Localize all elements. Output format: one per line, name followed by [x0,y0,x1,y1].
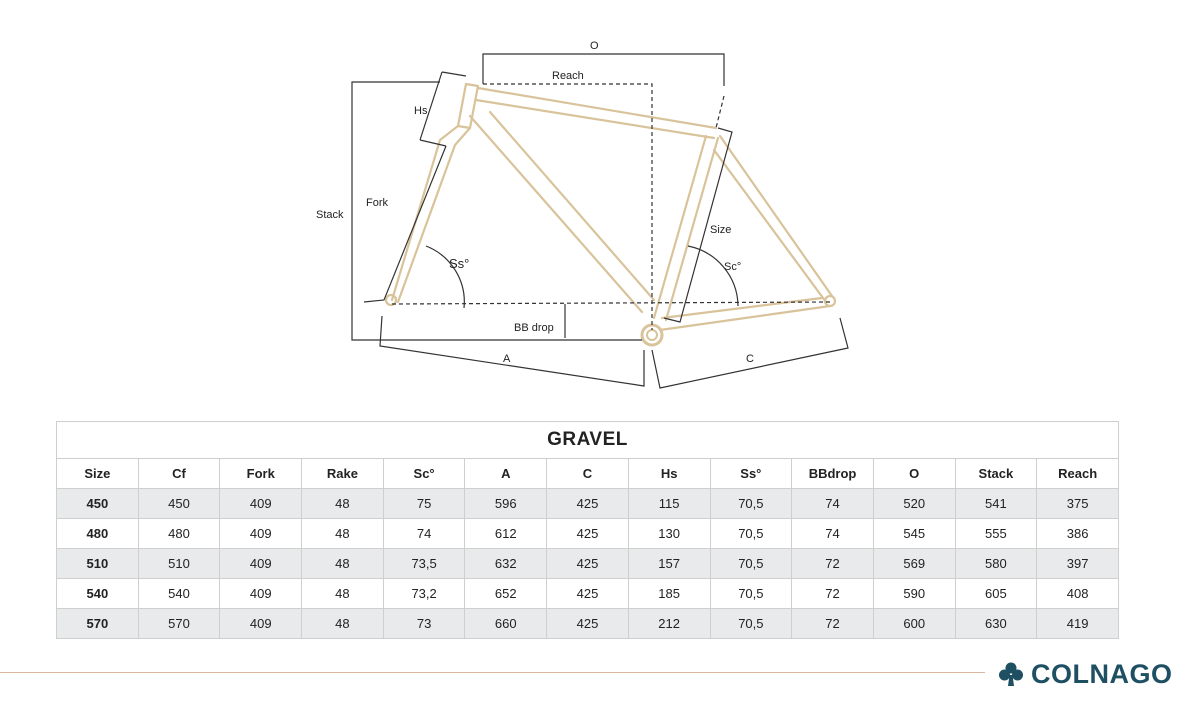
header-sc: Sc° [383,459,465,489]
table-cell: 74 [792,489,874,519]
label-c: C [746,353,754,365]
down-tube [470,112,654,312]
table-cell: 555 [955,519,1037,549]
axle-line [392,302,830,304]
seat-tube-extension [716,96,724,128]
header-fork: Fork [220,459,302,489]
table-cell: 545 [873,519,955,549]
table-cell: 600 [873,609,955,639]
table-cell: 570 [57,609,139,639]
table-cell: 425 [547,549,629,579]
label-a: A [503,353,511,365]
label-hs: Hs [414,105,428,117]
table-header-row [57,459,1119,489]
label-bb-drop: BB drop [514,322,554,334]
table-cell: 570 [138,609,220,639]
table-cell: 73 [383,609,465,639]
table-cell: 425 [547,519,629,549]
table-row [57,489,1119,519]
table-cell: 409 [220,519,302,549]
table-cell: 48 [302,519,384,549]
table-cell: 212 [628,609,710,639]
table-cell: 75 [383,489,465,519]
table-cell: 48 [302,579,384,609]
table-cell: 580 [955,549,1037,579]
table-cell: 72 [792,579,874,609]
brand-name: COLNAGO [1031,658,1173,689]
table-cell: 130 [628,519,710,549]
top-tube [476,88,716,138]
brand-logo [997,656,1173,692]
label-sc: Sc° [724,261,742,273]
table-cell: 73,5 [383,549,465,579]
table-cell: 520 [873,489,955,519]
header-ss: Ss° [710,459,792,489]
table-cell: 73,2 [383,579,465,609]
sc-angle-arc [688,246,738,306]
table-cell: 70,5 [710,489,792,519]
table-cell: 70,5 [710,579,792,609]
table-cell: 48 [302,549,384,579]
seat-tube [654,136,718,320]
label-ss: Ss° [449,256,470,271]
table-cell: 480 [57,519,139,549]
header-o: O [873,459,955,489]
table-cell: 74 [792,519,874,549]
table-row [57,579,1119,609]
table-cell: 425 [547,489,629,519]
club-icon [997,660,1025,688]
table-cell: 450 [138,489,220,519]
table-cell: 540 [138,579,220,609]
table-cell: 74 [383,519,465,549]
table-cell: 660 [465,609,547,639]
label-fork: Fork [366,197,388,209]
header-size: Size [57,459,139,489]
table-cell: 409 [220,579,302,609]
table-cell: 48 [302,489,384,519]
table-cell: 596 [465,489,547,519]
table-cell: 409 [220,489,302,519]
o-dimension [483,54,724,86]
table-cell: 630 [955,609,1037,639]
fork-dimension [364,146,446,302]
table-cell: 569 [873,549,955,579]
table-cell: 409 [220,609,302,639]
table-cell: 70,5 [710,519,792,549]
table-title: GRAVEL [57,422,1119,459]
table-cell: 425 [547,609,629,639]
label-stack: Stack [316,209,344,221]
table-row [57,519,1119,549]
table-cell: 419 [1037,609,1119,639]
table-cell: 397 [1037,549,1119,579]
seat-stay [714,136,832,302]
table-cell: 115 [628,489,710,519]
table-cell: 157 [628,549,710,579]
table-cell: 605 [955,579,1037,609]
table-cell: 612 [465,519,547,549]
label-o: O [590,40,599,52]
table-cell: 375 [1037,489,1119,519]
table-cell: 408 [1037,579,1119,609]
header-reach: Reach [1037,459,1119,489]
table-cell: 48 [302,609,384,639]
header-a: A [465,459,547,489]
bike-frame [386,84,835,345]
table-cell: 632 [465,549,547,579]
table-row [57,609,1119,639]
footer-divider [0,672,985,673]
table-cell: 541 [955,489,1037,519]
label-size: Size [710,224,732,236]
table-cell: 425 [547,579,629,609]
table-cell: 409 [220,549,302,579]
table-cell: 185 [628,579,710,609]
header-bbdrop: BBdrop [792,459,874,489]
table-cell: 450 [57,489,139,519]
table-cell: 652 [465,579,547,609]
table-cell: 386 [1037,519,1119,549]
table-cell: 70,5 [710,609,792,639]
table-cell: 510 [138,549,220,579]
table-cell: 72 [792,549,874,579]
header-stack: Stack [955,459,1037,489]
header-hs: Hs [628,459,710,489]
table-cell: 72 [792,609,874,639]
label-reach: Reach [552,70,584,82]
table-cell: 540 [57,579,139,609]
table-cell: 590 [873,579,955,609]
table-cell: 70,5 [710,549,792,579]
table-cell: 510 [57,549,139,579]
a-dimension [380,316,644,386]
header-c: C [547,459,629,489]
geometry-table [56,421,1119,639]
header-cf: Cf [138,459,220,489]
header-rake: Rake [302,459,384,489]
table-cell: 480 [138,519,220,549]
table-row [57,549,1119,579]
